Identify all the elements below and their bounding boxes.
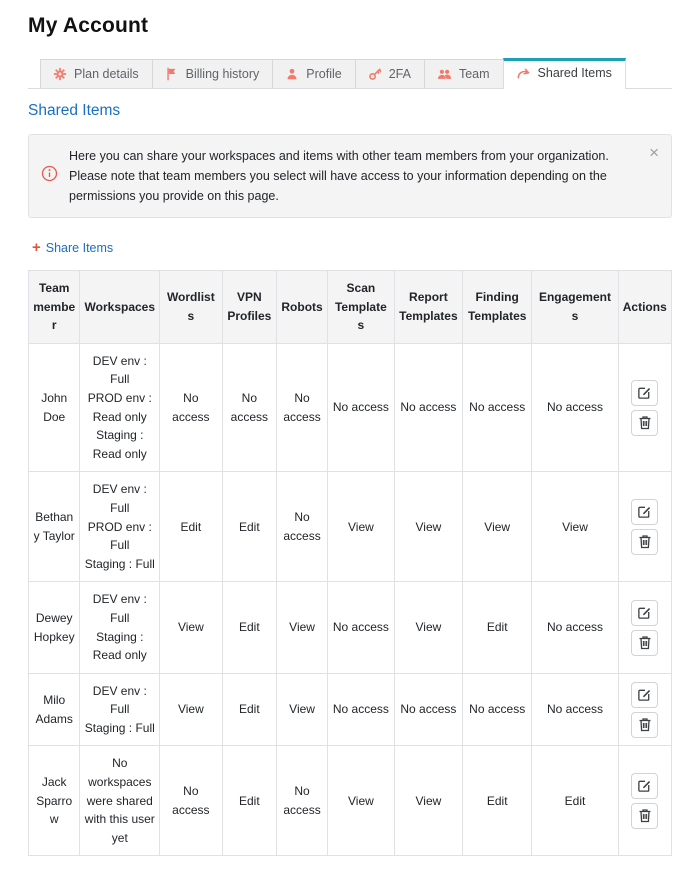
trash-icon <box>638 717 652 732</box>
team-member-cell: Dewey Hopkey <box>29 582 80 673</box>
permission-cell: View <box>160 582 222 673</box>
section-heading: Shared Items <box>28 102 121 119</box>
column-header: Actions <box>618 271 671 344</box>
account-tabbar <box>28 58 672 89</box>
permission-cell: No access <box>277 746 328 856</box>
permission-cell: View <box>462 472 531 582</box>
key-icon <box>368 67 382 81</box>
page-title: My Account <box>28 14 149 37</box>
permission-cell: Edit <box>222 472 277 582</box>
alert-text <box>69 146 637 206</box>
tab-2fa[interactable] <box>355 59 425 88</box>
tab-label: Team <box>458 67 490 81</box>
permission-cell: Edit <box>222 582 277 673</box>
permission-cell: No access <box>462 673 531 746</box>
permission-cell: No access <box>327 673 394 746</box>
delete-button[interactable] <box>631 630 658 656</box>
permission-cell: Edit <box>532 746 618 856</box>
column-header: Team member <box>29 271 80 344</box>
permission-cell: No access <box>160 343 222 472</box>
column-header: Robots <box>277 271 328 344</box>
tab-label: Billing history <box>185 67 260 81</box>
workspace-entry: DEV env : Full <box>92 482 147 515</box>
permission-cell: No access <box>394 673 462 746</box>
edit-icon <box>637 385 652 400</box>
table-body <box>29 343 672 856</box>
table-header-row <box>29 271 672 344</box>
delete-button[interactable] <box>631 529 658 555</box>
permission-cell: No access <box>327 582 394 673</box>
permission-cell: No access <box>277 343 328 472</box>
column-header: Workspaces <box>80 271 160 344</box>
permission-cell: No access <box>277 472 328 582</box>
permission-cell: No access <box>394 343 462 472</box>
permission-cell: No access <box>532 582 618 673</box>
permission-cell: No access <box>462 343 531 472</box>
edit-icon <box>637 687 652 702</box>
edit-icon <box>637 605 652 620</box>
team-member-cell: Milo Adams <box>29 673 80 746</box>
column-header: Wordlists <box>160 271 222 344</box>
gear-icon <box>53 67 67 81</box>
permission-cell: View <box>532 472 618 582</box>
permission-cell: No access <box>532 343 618 472</box>
workspaces-cell <box>80 472 160 582</box>
trash-icon <box>638 808 652 823</box>
permission-cell: Edit <box>160 472 222 582</box>
edit-button[interactable] <box>631 682 658 708</box>
tab-label: Plan details <box>74 67 139 81</box>
edit-button[interactable] <box>631 600 658 626</box>
team-icon <box>437 67 452 81</box>
edit-button[interactable] <box>631 380 658 406</box>
info-icon <box>41 165 58 188</box>
plus-icon: + <box>32 239 41 256</box>
column-header: Finding Templates <box>462 271 531 344</box>
trash-icon <box>638 635 652 650</box>
permission-cell: Edit <box>222 673 277 746</box>
workspace-entry: Staging : Full <box>84 556 155 571</box>
permission-cell: No access <box>222 343 277 472</box>
workspace-entry: No workspaces were shared with this user yet <box>84 756 155 845</box>
workspace-entry: DEV env : Full <box>92 592 147 625</box>
permission-cell: No access <box>327 343 394 472</box>
permission-cell: View <box>394 746 462 856</box>
edit-button[interactable] <box>631 499 658 525</box>
tab-shared-items[interactable] <box>503 58 626 89</box>
workspace-entry: DEV env : Full <box>92 353 147 387</box>
shared-items-table <box>28 270 672 856</box>
table-row <box>29 582 672 673</box>
workspace-entry: Staging : Read only <box>92 428 147 461</box>
actions-cell <box>618 472 671 582</box>
trash-icon <box>638 534 652 549</box>
trash-icon <box>638 415 652 430</box>
team-member-cell: Bethany Taylor <box>29 472 80 582</box>
actions-cell <box>618 673 671 746</box>
workspace-entry: PROD env : Full <box>87 519 152 553</box>
tab-billing-history[interactable] <box>152 59 274 88</box>
workspace-entry: Staging : Full <box>84 720 155 735</box>
actions-cell <box>618 343 671 472</box>
permission-cell: Edit <box>462 746 531 856</box>
info-alert <box>28 134 672 218</box>
column-header: Report Templates <box>394 271 462 344</box>
workspaces-cell <box>80 582 160 673</box>
table-row <box>29 746 672 856</box>
permission-cell: View <box>160 673 222 746</box>
tab-label: 2FA <box>388 67 411 81</box>
permission-cell: View <box>327 746 394 856</box>
delete-button[interactable] <box>631 712 658 738</box>
team-member-cell: Jack Sparrow <box>29 746 80 856</box>
edit-icon <box>637 504 652 519</box>
table-row <box>29 472 672 582</box>
alert-line-1: Here you can share your workspaces and items with other team members from your organization. <box>69 149 609 163</box>
permission-cell: View <box>394 472 462 582</box>
permission-cell: Edit <box>462 582 531 673</box>
actions-cell <box>618 746 671 856</box>
edit-icon <box>637 778 652 793</box>
column-header: Engagements <box>532 271 618 344</box>
permission-cell: No access <box>160 746 222 856</box>
table-row <box>29 673 672 746</box>
table-row <box>29 343 672 472</box>
edit-button[interactable] <box>631 773 658 799</box>
share-items-label: Share Items <box>45 240 114 255</box>
person-icon <box>285 67 299 81</box>
delete-button[interactable] <box>631 803 658 829</box>
close-icon[interactable]: × <box>649 143 659 162</box>
tab-plan-details[interactable] <box>40 59 153 88</box>
permission-cell: View <box>327 472 394 582</box>
tab-label: Shared Items <box>537 66 612 80</box>
actions-cell <box>618 582 671 673</box>
share-items-link[interactable] <box>32 240 113 255</box>
team-member-cell: John Doe <box>29 343 80 472</box>
alert-line-2: Please note that team members you select will have access to your information depending on the permissions you provide on this page. <box>69 169 607 203</box>
share-icon <box>516 66 531 80</box>
workspaces-cell <box>80 746 160 856</box>
workspaces-cell <box>80 343 160 472</box>
permission-cell: View <box>277 582 328 673</box>
column-header: Scan Templates <box>327 271 394 344</box>
tab-profile[interactable] <box>272 59 355 88</box>
delete-button[interactable] <box>631 410 658 436</box>
permission-cell: No access <box>532 673 618 746</box>
workspaces-cell <box>80 673 160 746</box>
tab-team[interactable] <box>424 59 504 88</box>
workspace-entry: Staging : Read only <box>92 629 147 663</box>
column-header: VPN Profiles <box>222 271 277 344</box>
flag-icon <box>165 67 179 81</box>
permission-cell: View <box>394 582 462 673</box>
tab-label: Profile <box>306 67 342 81</box>
workspace-entry: PROD env : Read only <box>87 390 152 424</box>
permission-cell: Edit <box>222 746 277 856</box>
workspace-entry: DEV env : Full <box>92 683 147 717</box>
permission-cell: View <box>277 673 328 746</box>
